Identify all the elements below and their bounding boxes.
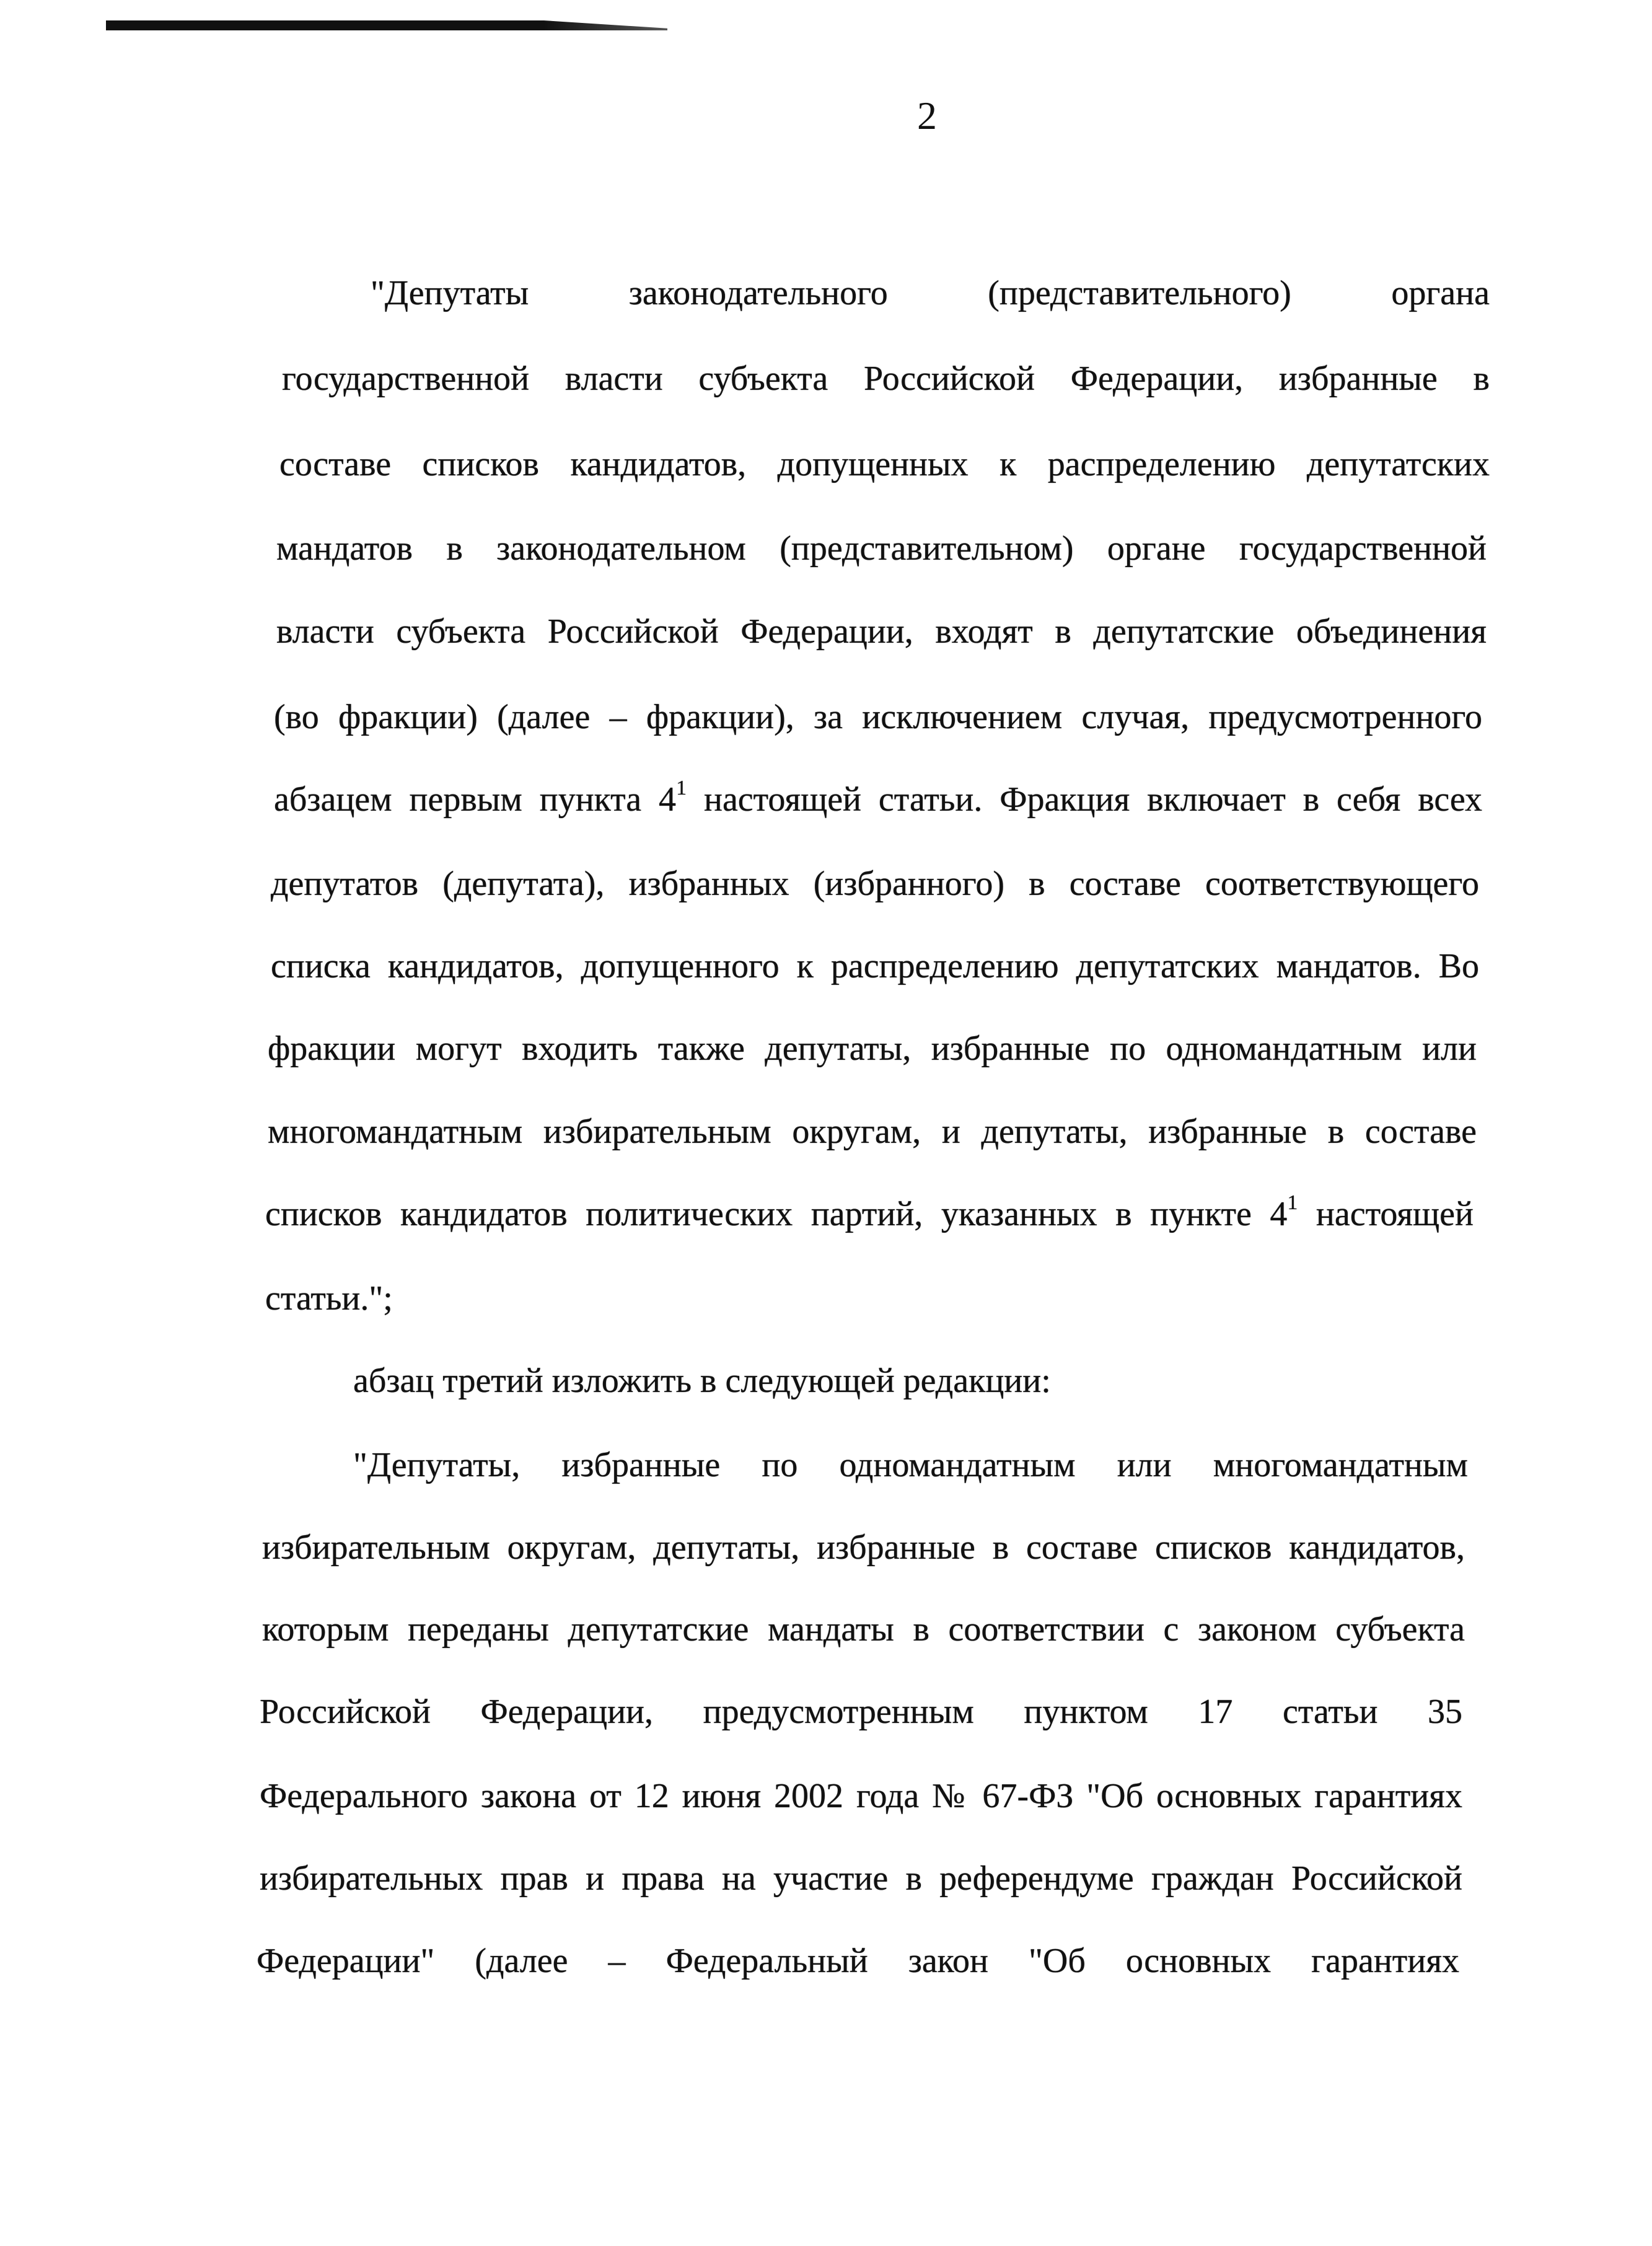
text-line: "Депутаты законодательного (представительного) органа bbox=[371, 274, 1490, 312]
text-line: власти субъекта Российской Федерации, входят в депутатские объединения bbox=[276, 612, 1487, 651]
text-line: (во фракции) (далее – фракции), за исключением случая, предусмотренного bbox=[274, 698, 1482, 736]
text-line: Федерального закона от 12 июня 2002 года № 67-ФЗ "Об основных гарантиях bbox=[260, 1777, 1462, 1815]
text-segment: настоящей статьи. Фракция включает в себя всех bbox=[687, 780, 1482, 819]
text-line: избирательным округам, депутаты, избранные в составе списков кандидатов, bbox=[262, 1528, 1465, 1567]
superscript: 1 bbox=[1287, 1191, 1298, 1214]
text-line: списка кандидатов, допущенного к распределению депутатских мандатов. Во bbox=[271, 947, 1479, 985]
text-segment: списков кандидатов политических партий, указанных в пункте 4 bbox=[265, 1195, 1288, 1233]
text-line: Российской Федерации, предусмотренным пунктом 17 статьи 35 bbox=[260, 1693, 1462, 1731]
superscript: 1 bbox=[676, 777, 687, 799]
page-number: 2 bbox=[917, 94, 937, 138]
text-line: Федерации" (далее – Федеральный закон "Об основных гарантиях bbox=[257, 1942, 1459, 1980]
text-line: фракции могут входить также депутаты, избранные по одномандатным или bbox=[268, 1029, 1477, 1068]
top-scan-rule bbox=[106, 20, 667, 30]
text-segment: абзацем первым пункта 4 bbox=[274, 780, 677, 819]
text-line: мандатов в законодательном (представительном) органе государственной bbox=[276, 529, 1487, 568]
text-line: избирательных прав и права на участие в референдуме граждан Российской bbox=[260, 1859, 1462, 1898]
text-line bbox=[274, 778, 1482, 821]
text-line: государственной власти субъекта Российской Федерации, избранные в bbox=[282, 359, 1490, 398]
text-line: статьи."; bbox=[265, 1279, 393, 1318]
text-line: составе списков кандидатов, допущенных к распределению депутатских bbox=[279, 445, 1490, 483]
text-line: многомандатным избирательным округам, и депутаты, избранные в составе bbox=[268, 1112, 1477, 1151]
text-line: которым переданы депутатские мандаты в соответствии с законом субъекта bbox=[262, 1610, 1465, 1649]
text-segment: настоящей bbox=[1298, 1195, 1474, 1233]
text-line: "Депутаты, избранные по одномандатным или многомандатным bbox=[353, 1446, 1468, 1484]
text-line: абзац третий изложить в следующей редакции: bbox=[353, 1362, 1051, 1400]
text-line: депутатов (депутата), избранных (избранного) в составе соответствующего bbox=[271, 865, 1479, 903]
text-line bbox=[265, 1192, 1474, 1236]
